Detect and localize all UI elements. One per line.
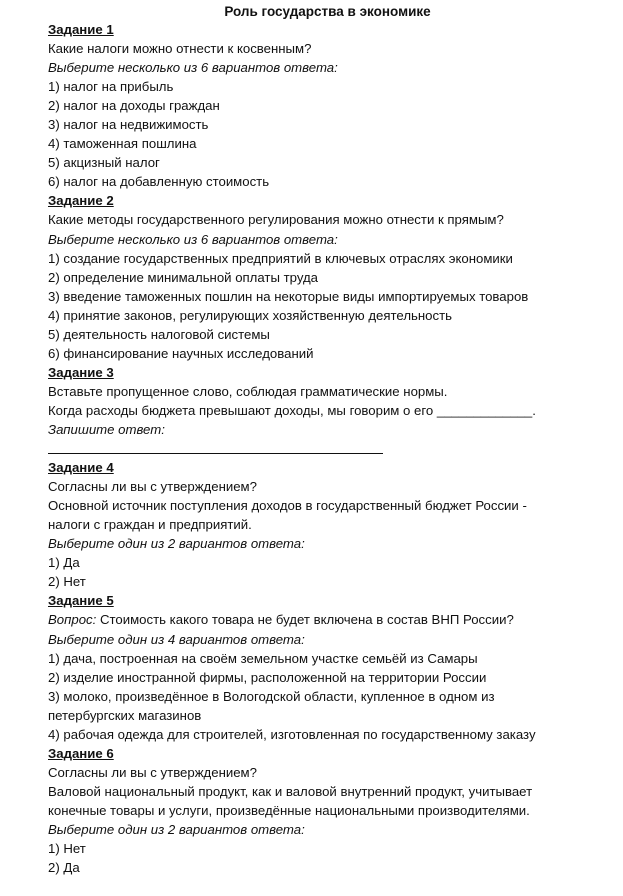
task-2-instruction: Выберите несколько из 6 вариантов ответа:	[48, 231, 338, 247]
task-5-option-3-continued: петербургских магазинов	[48, 707, 202, 723]
task-1-option-6: 6) налог на добавленную стоимость	[48, 174, 270, 190]
task-3-question-line-1: Вставьте пропущенное слово, соблюдая грамматические нормы.	[48, 383, 448, 399]
task-6-option-1: 1) Нет	[48, 841, 86, 857]
task-2-option-2: 2) определение минимальной оплаты труда	[48, 269, 319, 285]
task-2-option-1: 1) создание государственных предприятий в ключевых отраслях экономики	[48, 250, 513, 266]
task-1-option-1: 1) налог на прибыль	[48, 79, 174, 95]
task-3-question-line-2: Когда расходы бюджета превышают доходы, мы говорим о его _____________.	[48, 402, 536, 418]
task-1-option-4: 4) таможенная пошлина	[48, 136, 197, 152]
task-1-option-3: 3) налог на недвижимость	[48, 117, 209, 133]
task-4-question-line-1: Согласны ли вы с утверждением?	[48, 479, 257, 495]
task-4-option-1: 1) Да	[48, 555, 80, 571]
task-5-option-3: 3) молоко, произведённое в Вологодской области, купленное в одном из	[48, 688, 495, 704]
task-2-option-5: 5) деятельность налоговой системы	[48, 326, 270, 342]
task-6-question-line-1: Согласны ли вы с утверждением?	[48, 764, 257, 780]
task-2-option-6: 6) финансирование научных исследований	[48, 345, 314, 361]
task-6-instruction: Выберите один из 2 вариантов ответа:	[48, 821, 305, 837]
task-1-instruction: Выберите несколько из 6 вариантов ответа:	[48, 60, 338, 76]
task-2-question: Какие методы государственного регулирования можно отнести к прямым?	[48, 212, 504, 228]
task-2-option-4: 4) принятие законов, регулирующих хозяйственную деятельность	[48, 307, 453, 323]
task-2-option-3: 3) введение таможенных пошлин на некоторые виды импортируемых товаров	[48, 288, 529, 304]
task-5-question-text: Стоимость какого товара не будет включена в состав ВНП России?	[96, 612, 514, 628]
task-5-question	[48, 610, 618, 629]
task-4-question-line-3: налоги с граждан и предприятий.	[48, 517, 252, 533]
task-5-heading: Задание 5	[48, 593, 114, 609]
task-6-option-2: 2) Да	[48, 860, 80, 876]
task-3-heading: Задание 3	[48, 364, 114, 380]
task-1-option-5: 5) акцизный налог	[48, 155, 160, 171]
task-4-question-line-2: Основной источник поступления доходов в государственный бюджет России -	[48, 498, 527, 514]
task-5-option-1: 1) дача, построенная на своём земельном участке семьёй из Самары	[48, 650, 478, 666]
task-1-heading: Задание 1	[48, 22, 114, 37]
answer-underline	[48, 453, 383, 454]
task-6-question-line-3: конечные товары и услуги, произведённые национальными производителями.	[48, 802, 530, 818]
task-4-option-2: 2) Нет	[48, 574, 86, 590]
task-5-instruction: Выберите один из 4 вариантов ответа:	[48, 631, 305, 647]
task-2-heading: Задание 2	[48, 193, 114, 209]
task-5-option-4: 4) рабочая одежда для строителей, изготовленная по государственному заказу	[48, 726, 536, 742]
task-3-answer-field[interactable]	[48, 439, 618, 458]
task-6-question-line-2: Валовой национальный продукт, как и валовой внутренний продукт, учитывает	[48, 783, 533, 799]
task-6-heading: Задание 6	[48, 745, 114, 761]
page-title: Роль государства в экономике	[224, 4, 431, 19]
task-4-heading: Задание 4	[48, 460, 114, 476]
task-1-question: Какие налоги можно отнести к косвенным?	[48, 41, 312, 57]
task-3-instruction: Запишите ответ:	[48, 421, 165, 437]
task-5-option-2: 2) изделие иностранной фирмы, расположенной на территории России	[48, 669, 487, 685]
task-1-option-2: 2) налог на доходы граждан	[48, 98, 220, 114]
tasks-list	[48, 20, 618, 877]
task-5-question-prefix: Вопрос:	[48, 612, 97, 628]
task-4-instruction: Выберите один из 2 вариантов ответа:	[48, 536, 305, 552]
